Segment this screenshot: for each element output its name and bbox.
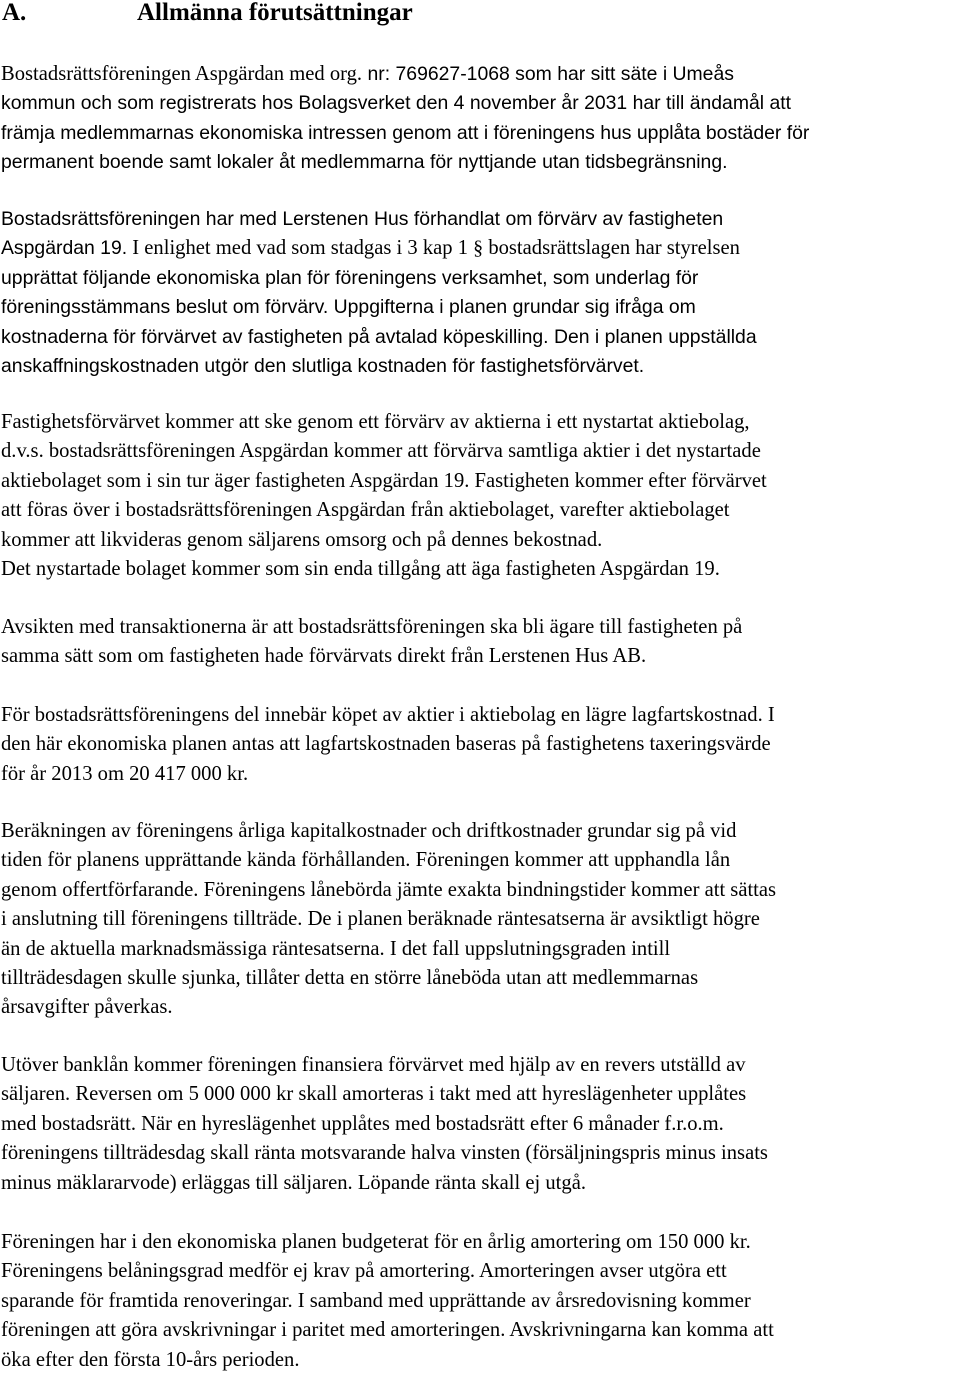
paragraph-title-cost: [1, 701, 959, 789]
paragraph-cost-calculation: [1, 817, 959, 1023]
text-line: Föreningen har i den ekonomiska planen budgeterat för en årlig amortering om 150 000 kr.: [1, 1231, 751, 1253]
section-sign: §: [473, 237, 484, 260]
text-line-sans-part: Aspgärdan 19.: [1, 237, 128, 260]
paragraph-association-purpose: [1, 60, 959, 178]
paragraph-negotiation: [1, 205, 959, 381]
text-line: minus mäklararvode) erläggas till säljaren. Löpande ränta skall ej utgå.: [1, 1171, 586, 1194]
text-line: samma sätt som om fastigheten hade förvärvats direkt från Lerstenen Hus AB.: [1, 645, 647, 668]
text-line: för år 2013 om 20 417 000 kr.: [1, 762, 249, 785]
text-line-serif-part: I enlighet med vad som stadgas i 3 kap 1: [127, 237, 474, 260]
text-line: tiden för planens upprättande kända förhållanden. Föreningen kommer att upphandla lån: [1, 849, 731, 872]
text-line: [1, 234, 959, 263]
text-line: öka efter den första 10-års perioden.: [1, 1348, 300, 1371]
section-title: Allmänna förutsättningar: [137, 0, 413, 26]
text-line: kostnaderna för förvärvet av fastigheten på avtalad köpeskilling. Den i planen uppställda: [1, 325, 757, 348]
text-line-sans-part: nr: 769627-1068 som har sitt säte i Umeås: [362, 63, 734, 85]
text-line: Beräkningen av föreningens årliga kapitalkostnader och driftkostnader grundar sig på vid: [1, 820, 737, 842]
section-heading: [2, 0, 413, 28]
text-line: För bostadsrättsföreningens del innebär köpet av aktier i aktiebolag en lägre lagfartskostnad. I: [1, 704, 775, 726]
text-line: [1, 60, 959, 89]
text-line: i anslutning till föreningens tillträde. De i planen beräknade räntesatserna är avsiktligt högre: [1, 908, 760, 931]
text-line-serif-part: Bostadsrättsföreningen Aspgärdan med org.: [1, 63, 363, 85]
text-line: Avsikten med transaktionerna är att bostadsrättsföreningen ska bli ägare till fastigheten på: [1, 616, 743, 638]
text-line: genom offertförfarande. Föreningens lånebörda jämte exakta bindningstider kommer att sättas: [1, 878, 777, 901]
text-line: årsavgifter påverkas.: [1, 996, 173, 1019]
paragraph-seller-loan: [1, 1051, 959, 1198]
text-line: Utöver banklån kommer föreningen finansiera förvärvet med hjälp av en revers utställd av: [1, 1054, 746, 1076]
paragraph-acquisition: [1, 408, 959, 584]
text-line: tillträdesdagen skulle sjunka, tillåter detta en större låneböda utan att medlemmarnas: [1, 967, 699, 990]
text-line: Fastighetsförvärvet kommer att ske genom ett förvärv av aktierna i ett nystartat aktiebolag,: [1, 411, 750, 433]
text-line: anskaffningskostnaden utgör den slutliga kostnaden för fastighetsförvärvet.: [1, 355, 645, 378]
text-line: föreningens tillträdesdag skall ränta motsvarande halva vinsten (försäljningspris minus insats: [1, 1142, 768, 1165]
text-line: Föreningens belåningsgrad medför ej krav på amortering. Amorteringen avser utgöra ett: [1, 1260, 727, 1283]
text-line: permanent boende samt lokaler åt medlemmarna för nyttjande utan tidsbegränsning.: [1, 151, 728, 174]
text-line: med bostadsrätt. När en hyreslägenhet upplåtes med bostadsrätt efter 6 månader f.r.o.m.: [1, 1112, 724, 1135]
text-line: än de aktuella marknadsmässiga räntesatserna. I det fall uppslutningsgraden intill: [1, 937, 671, 960]
text-line: Bostadsrättsföreningen har med Lerstenen Hus förhandlat om förvärv av fastigheten: [1, 208, 724, 230]
text-line: sparande för framtida renoveringar. I samband med upprättande av årsredovisning kommer: [1, 1289, 751, 1312]
text-line: främja medlemmarnas ekonomiska intressen genom att i föreningens hus upplåta bostäder för: [1, 121, 810, 144]
text-line: föreningen att göra avskrivningar i paritet med amorteringen. Avskrivningarna kan komma att: [1, 1319, 774, 1342]
text-line: säljaren. Reversen om 5 000 000 kr skall amorteras i takt med att hyreslägenheter upplåtes: [1, 1083, 747, 1106]
text-line: upprättat följande ekonomiska plan för föreningens verksamhet, som underlag för: [1, 266, 699, 289]
text-line: kommer att likvideras genom säljarens omsorg och på dennes bekostnad.: [1, 528, 603, 551]
section-number: A.: [2, 0, 27, 26]
paragraph-intent: [1, 613, 959, 672]
text-line: d.v.s. bostadsrättsföreningen Aspgärdan kommer att förvärva samtliga aktier i det nystartade: [1, 440, 761, 463]
text-line: att föras över i bostadsrättsföreningen Aspgärdan från aktiebolaget, varefter aktiebolaget: [1, 499, 730, 522]
text-line: Det nystartade bolaget kommer som sin enda tillgång att äga fastigheten Aspgärdan 19.: [1, 558, 720, 581]
text-line-serif-part: bostadsrättslagen har styrelsen: [483, 237, 740, 260]
text-line: föreningsstämmans beslut om förvärv. Uppgifterna i planen grundar sig ifråga om: [1, 296, 696, 319]
text-line: den här ekonomiska planen antas att lagfartskostnaden baseras på fastighetens taxeringsvärde: [1, 733, 771, 756]
text-line: kommun och som registrerats hos Bolagsverket den 4 november år 2031 har till ändamål att: [1, 92, 792, 115]
text-line: aktiebolaget som i sin tur äger fastigheten Aspgärdan 19. Fastigheten kommer efter förvärvet: [1, 469, 767, 492]
paragraph-amortization: [1, 1228, 959, 1375]
